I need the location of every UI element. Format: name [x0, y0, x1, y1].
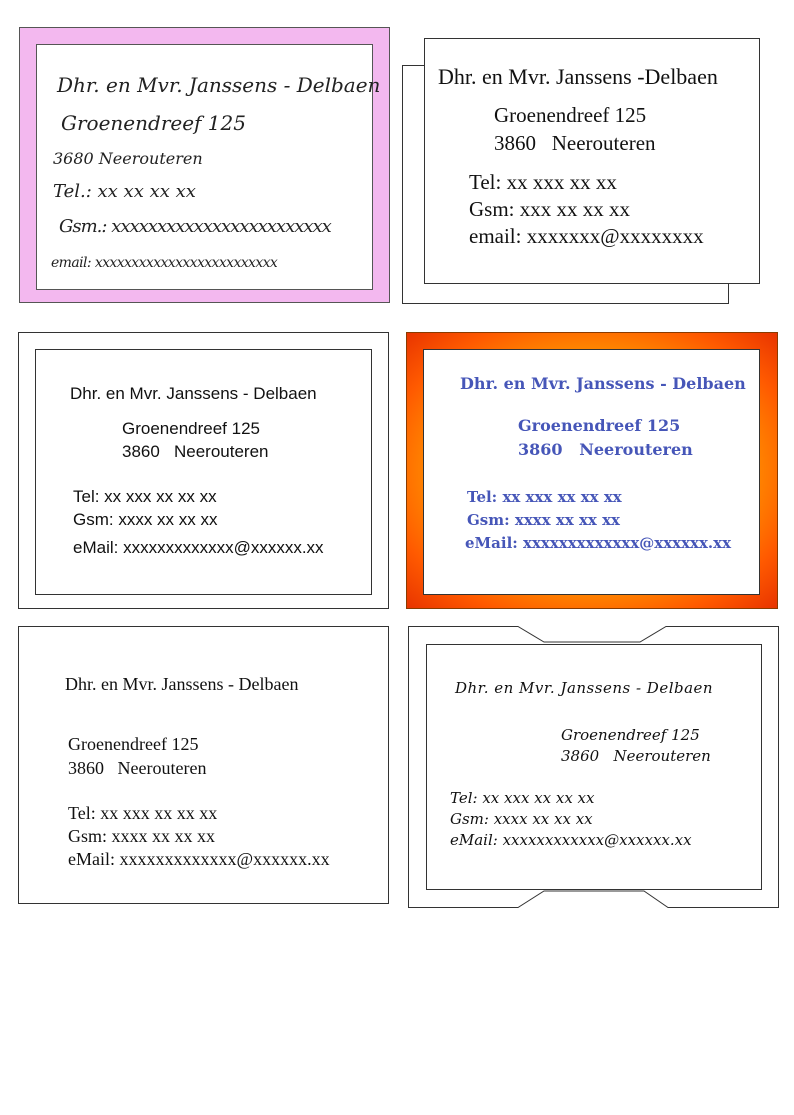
- card-city: 3860 Neerouteren: [561, 747, 711, 765]
- card-city: 3680 Neerouteren: [53, 149, 203, 168]
- card-city: 3860 Neerouteren: [68, 758, 207, 778]
- card-inner: [35, 349, 372, 595]
- card-name: Dhr. en Mvr. Janssens - Delbaen: [460, 374, 746, 393]
- card-script-pink: [19, 27, 390, 303]
- card-gsm: Gsm: xxx xx xx xx: [469, 197, 631, 221]
- card-inner: [426, 644, 762, 890]
- card-gsm: Gsm: xxxx xx xx xx: [450, 810, 593, 828]
- card-email: eMail: xxxxxxxxxxxxx@xxxxxx.xx: [73, 538, 324, 557]
- card-street: Groenendreef 125: [68, 734, 199, 754]
- card-email: email: xxxxxxxxxxxxxxxxxxxxxxxxx: [51, 255, 278, 271]
- card-tel: Tel: xx xxx xx xx: [469, 170, 617, 194]
- card-inner: [423, 349, 760, 595]
- card-email: eMail: xxxxxxxxxxxxx@xxxxxx.xx: [465, 534, 732, 552]
- card-tel: Tel: xx xxx xx xx xx: [73, 487, 217, 506]
- card-name: Dhr. en Mvr. Janssens - Delbaen: [65, 674, 299, 694]
- card-city: 3860 Neerouteren: [518, 440, 693, 459]
- card-notched: [408, 626, 779, 908]
- card-name: Dhr. en Mvr. Janssens -Delbaen: [438, 64, 718, 89]
- card-email: eMail: xxxxxxxxxxxx@xxxxxx.xx: [450, 831, 692, 849]
- card-email: email: xxxxxxx@xxxxxxxx: [469, 224, 704, 248]
- card-gsm: Gsm: xxxx xx xx xx: [73, 510, 218, 529]
- card-name: Dhr. en Mvr. Janssens - Delbaen: [70, 384, 317, 403]
- card-gsm: Gsm: xxxx xx xx xx: [467, 511, 620, 529]
- card-street: Groenendreef 125: [61, 111, 246, 135]
- card-tel: Tel: xx xxx xx xx xx: [450, 789, 595, 807]
- card-serif: [424, 38, 760, 284]
- card-gothic-orange: [406, 332, 778, 609]
- card-street: Groenendreef 125: [494, 103, 647, 127]
- card-street: Groenendreef 125: [122, 419, 260, 438]
- card-street: Groenendreef 125: [518, 416, 681, 435]
- card-tel: Tel: xx xxx xx xx xx: [68, 803, 218, 823]
- card-street: Groenendreef 125: [561, 726, 700, 744]
- card-tel: Tel.: xx xx xx xx: [53, 181, 196, 202]
- card-name: Dhr. en Mvr. Janssens - Delbaen: [455, 679, 714, 697]
- card-gsm: Gsm: xxxx xx xx xx: [68, 826, 216, 846]
- card-sans-double-border: [18, 332, 389, 609]
- card-city: 3860 Neerouteren: [122, 442, 269, 461]
- card-email: eMail: xxxxxxxxxxxxx@xxxxxx.xx: [68, 849, 330, 869]
- card-city: 3860 Neerouteren: [494, 131, 656, 155]
- card-name: Dhr. en Mvr. Janssens - Delbaen: [57, 73, 381, 97]
- card-gsm: Gsm.: xxxxxxxxxxxxxxxxxxxxxxxx: [59, 216, 331, 237]
- card-inner: [36, 44, 381, 290]
- card-serif-single-border: [18, 626, 389, 904]
- card-tel: Tel: xx xxx xx xx xx: [467, 488, 622, 506]
